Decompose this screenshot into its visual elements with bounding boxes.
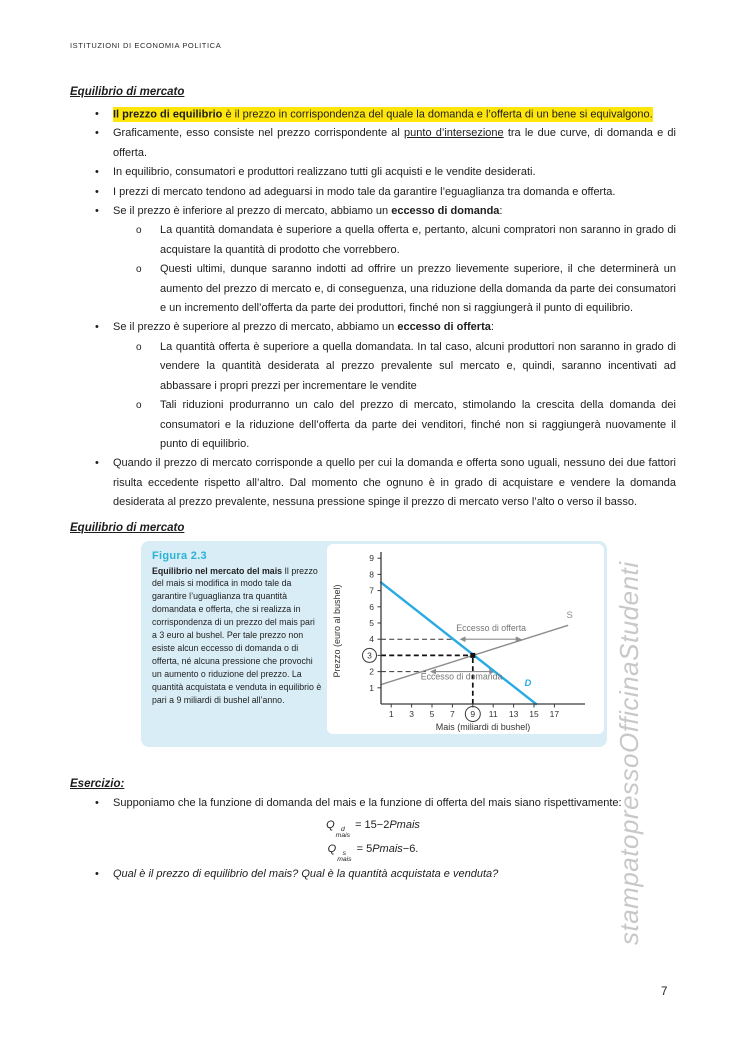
text-segment: In equilibrio, consumatori e produttori realizzano tutti gli acquisti e le vendite desiderati. [113,166,536,179]
exercise-heading: Esercizio: [70,777,125,790]
supply-label: S [566,609,573,621]
watermark-text: stampatopressoOfficinaStudenti [614,561,644,945]
y-tick-label-circled: 3 [367,649,372,660]
text-segment: Il prezzo di equilibrio [113,108,223,120]
list-item [70,260,676,318]
page-number: 7 [661,986,668,998]
section-heading-equilibrio-1: Equilibrio di mercato [70,86,185,98]
formula-block [70,815,676,863]
annotation-label: Eccesso di offerta [456,622,527,633]
equilibrium-point [470,652,475,657]
x-tick-label-circled: 9 [470,708,476,719]
list-item [70,163,676,182]
text-segment: è il prezzo in corrispondenza del quale la domanda e l’offerta di un bene si equivalgono. [222,108,653,120]
text-segment: Graficamente, esso consiste nel prezzo corrispondente al [113,127,405,140]
list-item [70,794,676,813]
bullet-marker: o [136,400,142,412]
list-item [70,338,676,396]
text-segment: Se il prezzo è inferiore al prezzo di mercato, abbiamo un [113,205,392,218]
text-segment: I prezzi di mercato tendono ad adeguarsi in modo tale da garantire l’eguaglianza tra domanda e offerta. [113,185,616,198]
formula-supsub: s mais [337,849,352,863]
formula-var: Pmais [389,818,420,831]
chart-svg [327,544,604,734]
x-tick-label: 13 [508,708,519,719]
text-segment: tra le due curve, di domanda e di offerta. [113,127,676,159]
supply-demand-chart [327,544,604,734]
formula-symbol: Q [327,842,337,855]
formula-mid: = 5 [353,842,373,855]
x-tick-label: 17 [549,708,560,719]
text-segment: La quantità offerta è superiore a quella domandata. In tal caso, alcuni produttori non saranno in grado di vendere la quantità desiderata al prezzo prevalente sul mercato e, quindi, saranno incentivati ad abbassare i propri prezzi per incrementare le vendite [160,340,676,392]
list-item [70,202,676,221]
text-segment: eccesso di domanda [391,205,500,218]
formula-tail: −6. [402,842,419,855]
text-segment: punto d’intersezione [404,127,504,140]
demand-label: D [524,677,532,689]
list-item [70,105,676,124]
annotation-label: Eccesso di domanda [420,671,503,682]
bullet-marker: • [95,867,99,880]
list-item [70,396,676,454]
x-tick-label: 1 [388,708,394,719]
bullet-marker: • [95,457,99,470]
exercise-intro-list [70,794,676,813]
formula-supsub: d mais [335,825,351,839]
y-tick-label: 1 [369,682,374,693]
list-item [70,865,676,884]
formula-mid: = 15−2 [352,818,390,831]
figure-label: Figura 2.3 [152,549,207,562]
x-tick-label: 11 [488,708,498,719]
bullet-marker: • [95,796,99,809]
document-header: ISTITUZIONI DI ECONOMIA POLITICA [70,41,222,50]
text-segment: Tali riduzioni produrranno un calo del prezzo di mercato, stimolando la crescita della domanda dei consumatori e la riduzione dell’offerta da parte dei venditori, finché non si raggiungerà nuovamente il punto di equilibrio. [160,399,676,450]
list-item [70,221,676,260]
x-tick-label: 5 [429,708,435,719]
text-segment: eccesso di offerta [397,321,491,334]
figure-caption-text [152,565,322,707]
y-tick-label: 4 [369,633,374,644]
figure-panel [141,541,607,747]
figure-caption-lead: Equilibrio nel mercato del mais [152,565,283,576]
text-segment: Se il prezzo è superiore al prezzo di mercato, abbiamo un [113,321,398,334]
bullet-marker: • [95,166,99,179]
bullet-marker: o [136,341,142,353]
y-tick-label: 5 [369,617,374,628]
arrowhead-left [460,636,466,642]
list-item [70,454,676,512]
y-tick-label: 2 [369,666,374,677]
x-tick-label: 15 [529,708,539,719]
y-tick-label: 9 [369,552,374,563]
exercise-question-text: Qual è il prezzo di equilibrio del mais? Qual è la quantità acquistata e venduta? [113,867,499,880]
list-item [70,124,676,163]
list-item [70,183,676,202]
bullet-marker: • [95,321,99,334]
text-segment: : [499,205,503,218]
formula-demand [70,815,676,839]
bullet-marker: • [95,127,99,140]
y-axis-label: Prezzo (euro al bushel) [332,584,342,678]
figure-caption [152,550,322,707]
list-item [70,318,676,337]
bullet-marker: • [95,185,99,198]
x-tick-label: 3 [409,708,414,719]
figure-caption-body: Il prezzo del mais si modifica in modo tale da garantire l’uguaglianza tra quantità domandata e offerta, che si realizza in corrispondenza di un prezzo del mais pari a 3 euro al bushel. Per tale prezzo non esiste alcun eccesso di domanda o di offerta, né alcuna pressione che provochi un aumento o riduzione del prezzo. La quantità acquistata e venduta in equilibrio è pari a 9 miliardi di bushel all’anno. [152,565,322,705]
text-segment: : [490,321,494,334]
bullet-marker: • [95,108,99,120]
text-segment: La quantità domandata è superiore a quella offerta e, pertanto, alcuni compratori non saranno in grado di acquistare la quantità di prodotto che vorrebbero. [160,224,676,256]
equilibrio-bullet-list [70,105,676,513]
formula-var: Pmais [372,842,403,855]
formula-symbol: Q [326,818,335,831]
page-content [70,0,676,884]
y-tick-label: 8 [369,568,374,579]
bullet-marker: o [136,264,142,276]
bullet-marker: o [136,225,142,237]
section-heading-equilibrio-2: Equilibrio di mercato [70,521,185,534]
y-tick-label: 7 [369,585,374,596]
bullet-marker: • [95,205,99,218]
exercise-intro-text: Supponiamo che la funzione di domanda del mais e la funzione di offerta del mais siano rispettivamente: [113,796,622,809]
exercise-question-list [70,865,676,884]
y-tick-label: 6 [369,601,374,612]
text-segment: Questi ultimi, dunque saranno indotti ad offrire un prezzo lievemente superiore, il che determinerà un aumento del prezzo di mercato e, di conseguenza, una riduzione della domanda da parte dei consumatori e un incremento dell’offerta da parte dei produttori, finché non si raggiungerà il punto di equilibrio. [160,263,676,315]
text-segment: Quando il prezzo di mercato corrisponde a quello per cui la domanda e offerta sono uguali, nessuno dei due fattori risulta eccedente rispetto all’altro. Dal momento che ognuno è in grado di acquistare e vendere la domanda desiderata al prezzo prevalente, nessuna pressione spinge il prezzo di mercato verso l’alto o verso il basso. [113,457,676,509]
x-tick-label: 7 [450,708,455,719]
x-axis-label: Mais (miliardi di bushel) [435,721,531,732]
formula-supply [70,839,676,863]
